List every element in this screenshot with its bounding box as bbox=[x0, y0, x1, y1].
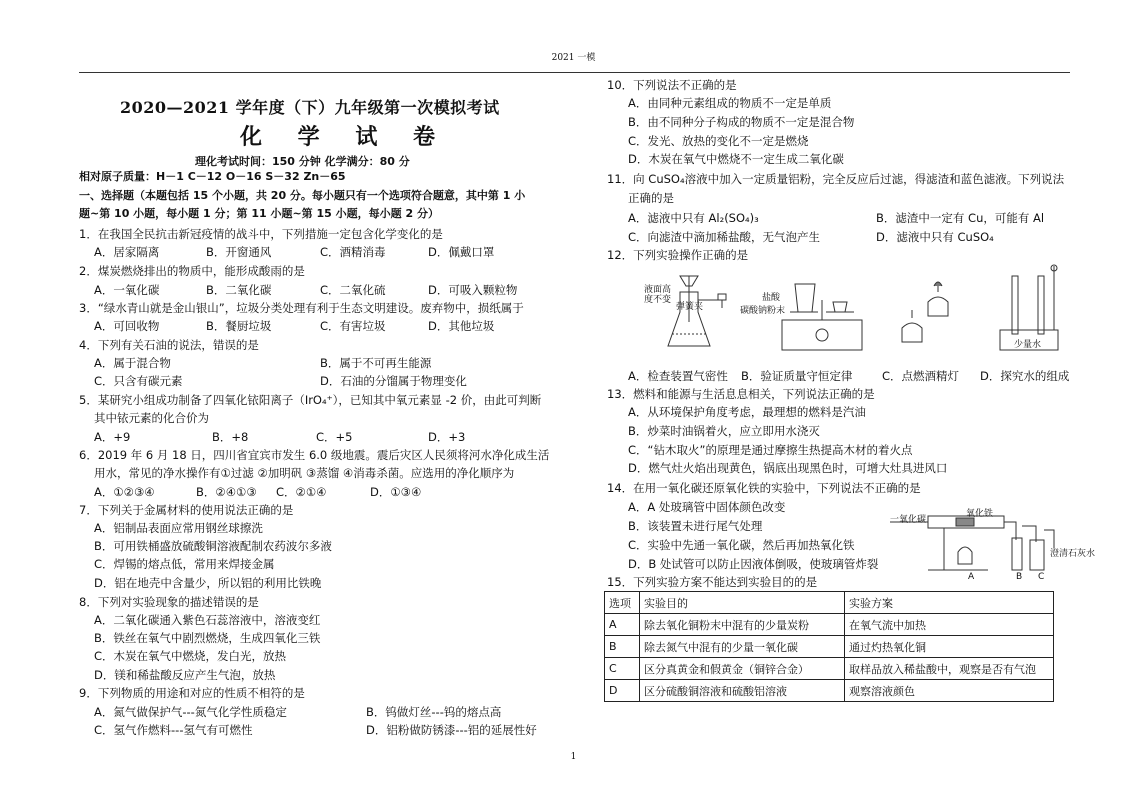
q12-fig-b-label-2: 碳酸钠粉末 bbox=[740, 306, 786, 316]
q14-fig-lime-label: 澄清石灰水 bbox=[1050, 549, 1096, 559]
q14-fig-b: B bbox=[1016, 572, 1023, 582]
q11-option-c: C．向滤渣中滴加稀盐酸，无气泡产生 bbox=[628, 230, 821, 244]
q15-row-d-plan: 观察溶液颜色 bbox=[845, 680, 1054, 702]
q13-option-a: A．从环境保护角度考虑，最理想的燃料是汽油 bbox=[628, 405, 866, 419]
q14-fig-fe-label: 氧化铁 bbox=[966, 509, 994, 519]
q2-option-a: A．一氧化碳 bbox=[94, 283, 160, 297]
q12-fig-b-label-1: 盐酸 bbox=[762, 293, 781, 303]
q3-option-c: C．有害垃圾 bbox=[320, 319, 386, 333]
q9-option-a: A．氮气做保护气---氮气化学性质稳定 bbox=[94, 705, 287, 719]
q14-option-d: D．B 处试管可以防止因液体倒吸，使玻璃管炸裂 bbox=[628, 557, 879, 571]
q12-fig-c-lamps bbox=[902, 282, 948, 342]
q13-option-c: C．“钻木取火”的原理是通过摩擦生热提高木材的着火点 bbox=[628, 443, 913, 457]
q14-option-a: A．A 处玻璃管中固体颜色改变 bbox=[628, 500, 786, 514]
q11-stem-2: 正确的是 bbox=[628, 191, 674, 205]
table-row bbox=[605, 614, 1054, 636]
page-header: 2021 一模 bbox=[551, 53, 596, 63]
q4-option-a: A．属于混合物 bbox=[94, 356, 171, 370]
section-instructions-1: 一、选择题（本题包括 15 个小题，共 20 分。每小题只有一个选项符合题意，其中第 1 小 bbox=[79, 189, 526, 202]
q13-option-d: D．燃气灶火焰出现黄色，锅底出现黑色时，可增大灶具进风口 bbox=[628, 461, 948, 475]
q9-option-b: B．钨做灯丝---钨的熔点高 bbox=[366, 705, 502, 719]
q5-stem-1: 5．某研究小组成功制备了四氧化铱阳离子（IrO₄⁺），已知其中氧元素显 -2 价，由此可判断 bbox=[79, 393, 542, 407]
q1-option-d: D．佩戴口罩 bbox=[428, 245, 495, 259]
q6-option-a: A．①②③④ bbox=[94, 485, 155, 499]
q15-table bbox=[604, 591, 1054, 702]
q4-option-b: B．属于不可再生能源 bbox=[320, 356, 432, 370]
q5-option-d: D．+3 bbox=[428, 430, 466, 444]
q13-stem: 13．燃料和能源与生活息息相关，下列说法正确的是 bbox=[607, 387, 875, 401]
exam-time-score: 理化考试时间：150 分钟 化学满分：80 分 bbox=[195, 155, 410, 168]
q1-option-a: A．居家隔离 bbox=[94, 245, 160, 259]
q15-row-d-purpose: 区分硫酸铜溶液和硫酸铝溶液 bbox=[640, 680, 845, 702]
q2-option-d: D．可吸入颗粒物 bbox=[428, 283, 518, 297]
q1-option-b: B．开窗通风 bbox=[206, 245, 272, 259]
q12-fig-a-label-3: 弹簧夹 bbox=[676, 302, 704, 312]
q5-option-c: C．+5 bbox=[316, 430, 353, 444]
q8-stem: 8．下列对实验现象的描述错误的是 bbox=[79, 595, 259, 609]
q10-stem: 10．下列说法不正确的是 bbox=[607, 78, 737, 92]
q15-row-a-option: A bbox=[605, 614, 640, 636]
q8-option-d: D．镁和稀盐酸反应产生气泡，放热 bbox=[94, 668, 276, 682]
q15-header-plan: 实验方案 bbox=[845, 592, 1054, 614]
q7-option-a: A．铝制品表面应常用钢丝球擦洗 bbox=[94, 521, 263, 535]
q8-option-b: B．铁丝在氧气中剧烈燃烧，生成四氧化三铁 bbox=[94, 631, 321, 645]
q15-row-c-option: C bbox=[605, 658, 640, 680]
q6-stem-1: 6．2019 年 6 月 18 日，四川省宜宾市发生 6.0 级地震。震后灾区人民须将河水净化成生活 bbox=[79, 448, 550, 462]
q11-option-b: B．滤渣中一定有 Cu，可能有 Al bbox=[876, 211, 1045, 225]
q11-stem-1: 11．向 CuSO₄溶液中加入一定质量铝粉，完全反应后过滤，得滤渣和蓝色滤液。下列说法 bbox=[607, 172, 1065, 186]
q9-option-c: C．氢气作燃料---氢气有可燃性 bbox=[94, 723, 253, 737]
q15-row-a-plan: 在氧气流中加热 bbox=[845, 614, 1054, 636]
q7-stem: 7．下列关于金属材料的使用说法正确的是 bbox=[79, 503, 294, 517]
q12-stem: 12．下列实验操作正确的是 bbox=[607, 248, 749, 262]
q12-fig-d-label: 少量水 bbox=[1014, 340, 1042, 350]
q11-option-a: A．滤液中只有 Al₂(SO₄)₃ bbox=[628, 211, 759, 225]
q9-option-d: D．铝粉做防锈漆---铝的延展性好 bbox=[366, 723, 537, 737]
page-number: 1 bbox=[570, 752, 577, 762]
q11-option-d: D．滤液中只有 CuSO₄ bbox=[876, 230, 994, 244]
q12-option-a: A．检查装置气密性 bbox=[628, 369, 728, 383]
q14-option-c: C．实验中先通一氧化碳，然后再加热氧化铁 bbox=[628, 538, 855, 552]
q7-option-b: B．可用铁桶盛放硫酸铜溶液配制农药波尔多液 bbox=[94, 539, 332, 553]
q15-header-purpose: 实验目的 bbox=[640, 592, 845, 614]
q5-option-b: B．+8 bbox=[212, 430, 249, 444]
q12-option-b: B．验证质量守恒定律 bbox=[741, 369, 853, 383]
table-row bbox=[605, 636, 1054, 658]
q7-option-d: D．铝在地壳中含量少，所以铝的利用比铁晚 bbox=[94, 576, 322, 590]
q15-row-b-option: B bbox=[605, 636, 640, 658]
q10-option-d: D．木炭在氧气中燃烧不一定生成二氧化碳 bbox=[628, 152, 844, 166]
q5-stem-2: 其中铱元素的化合价为 bbox=[94, 411, 209, 425]
q10-option-c: C．发光、放热的变化不一定是燃烧 bbox=[628, 134, 809, 148]
q2-option-c: C．二氧化硫 bbox=[320, 283, 386, 297]
q15-row-a-purpose: 除去氧化铜粉末中混有的少量炭粉 bbox=[640, 614, 845, 636]
q12-fig-a-label-2: 度不变 bbox=[644, 295, 672, 305]
q13-option-b: B．炒菜时油锅着火，应立即用水浇灭 bbox=[628, 424, 820, 438]
q8-option-c: C．木炭在氧气中燃烧，发白光，放热 bbox=[94, 649, 287, 663]
q3-option-a: A．可回收物 bbox=[94, 319, 160, 333]
q6-stem-2: 用水，常见的净水操作有①过滤 ②加明矾 ③蒸馏 ④消毒杀菌。应选用的净化顺序为 bbox=[94, 466, 515, 480]
q3-option-d: D．其他垃圾 bbox=[428, 319, 495, 333]
q6-option-d: D．①③④ bbox=[370, 485, 422, 499]
q14-option-b: B．该装置未进行尾气处理 bbox=[628, 519, 763, 533]
q3-option-b: B．餐厨垃圾 bbox=[206, 319, 272, 333]
exam-title: 2020—2021 学年度（下）九年级第一次模拟考试 bbox=[120, 98, 500, 117]
q4-option-d: D．石油的分馏属于物理变化 bbox=[320, 374, 467, 388]
q8-option-a: A．二氧化碳通入紫色石蕊溶液中，溶液变红 bbox=[94, 613, 321, 627]
q14-fig-a: A bbox=[968, 572, 975, 582]
q15-table-header bbox=[605, 592, 1054, 614]
atomic-masses: 相对原子质量：H－1 C－12 O－16 S－32 Zn－65 bbox=[79, 170, 346, 183]
section-instructions-2: 题~第 10 小题，每小题 1 分；第 11 小题~第 15 小题，每小题 2 分） bbox=[79, 207, 439, 220]
q4-stem: 4．下列有关石油的说法，错误的是 bbox=[79, 338, 259, 352]
q14-stem: 14．在用一氧化碳还原氧化铁的实验中，下列说法不正确的是 bbox=[607, 481, 921, 495]
exam-subject: 化 学 试 卷 bbox=[240, 124, 449, 150]
q12-option-c: C．点燃酒精灯 bbox=[882, 369, 960, 383]
q3-stem: 3．“绿水青山就是金山银山”，垃圾分类处理有利于生态文明建设。废弃物中，损纸属于 bbox=[79, 301, 524, 315]
table-row bbox=[605, 680, 1054, 702]
q1-stem: 1．在我国全民抗击新冠疫情的战斗中，下列措施一定包含化学变化的是 bbox=[79, 227, 443, 241]
q5-option-a: A．+9 bbox=[94, 430, 131, 444]
q15-row-b-plan: 通过灼热氧化铜 bbox=[845, 636, 1054, 658]
q15-header-option: 选项 bbox=[605, 592, 640, 614]
q12-fig-a-label-1: 液面高 bbox=[644, 285, 672, 295]
q15-row-c-purpose: 区分真黄金和假黄金（铜锌合金） bbox=[640, 658, 845, 680]
q6-option-c: C．②①④ bbox=[276, 485, 327, 499]
q15-row-c-plan: 取样品放入稀盐酸中，观察是否有气泡 bbox=[845, 658, 1054, 680]
q14-fig-c: C bbox=[1038, 572, 1045, 582]
q14-fig-co-label: 一氧化碳 bbox=[890, 515, 927, 525]
q10-option-b: B．由不同种分子构成的物质不一定是混合物 bbox=[628, 115, 855, 129]
q15-row-d-option: D bbox=[605, 680, 640, 702]
q12-option-d: D．探究水的组成 bbox=[980, 369, 1070, 383]
q2-stem: 2．煤炭燃烧排出的物质中，能形成酸雨的是 bbox=[79, 264, 305, 278]
q15-stem: 15．下列实验方案不能达到实验目的的是 bbox=[607, 575, 818, 589]
q4-option-c: C．只含有碳元素 bbox=[94, 374, 183, 388]
q10-option-a: A．由同种元素组成的物质不一定是单质 bbox=[628, 96, 832, 110]
table-row bbox=[605, 658, 1054, 680]
q9-stem: 9．下列物质的用途和对应的性质不相符的是 bbox=[79, 686, 305, 700]
q1-option-c: C．酒精消毒 bbox=[320, 245, 386, 259]
header-rule bbox=[79, 72, 1070, 73]
q7-option-c: C．焊锡的熔点低，常用来焊接金属 bbox=[94, 557, 275, 571]
q12-fig-b-balance bbox=[782, 284, 862, 350]
q15-row-b-purpose: 除去氮气中混有的少量一氧化碳 bbox=[640, 636, 845, 658]
q2-option-b: B．二氧化碳 bbox=[206, 283, 272, 297]
q6-option-b: B．②④①③ bbox=[196, 485, 257, 499]
